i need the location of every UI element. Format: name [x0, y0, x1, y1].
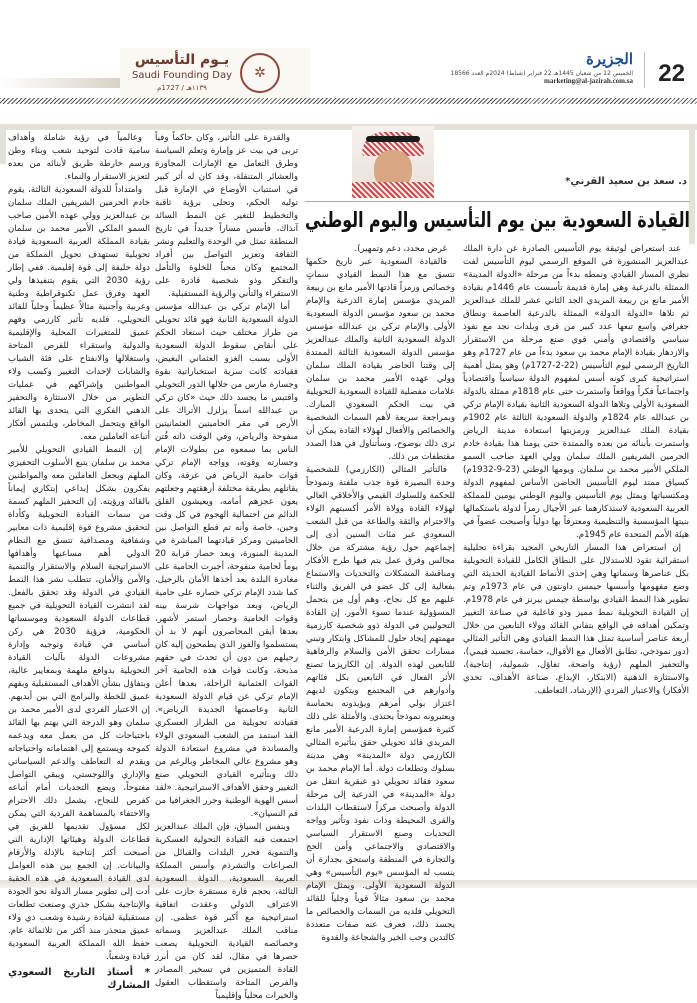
article-frame-left [0, 124, 6, 164]
paragraph: غرض محدد، دعم وتمهير). [354, 244, 447, 254]
article-title-box [305, 206, 690, 236]
article-frame-top [0, 124, 697, 130]
article-column-3 [155, 132, 298, 1003]
founding-day-arabic: يـوم التأسيس [134, 52, 230, 68]
paragraph: عند استعراض لوثيقة يوم التأسيس الصادرة عن دارة الملك عبدالعزيز المنشورة في الموقع الرسمي ليوم التأسيس لفت نظري المسار القيادي ونمطه بدءاً من مرحلة «الدولة المدينة» الممثلة بالدرعية وهي إمارة قديمة تأسست عام 1446م بقيادة الأمير مانع بن ربيعة المريدي الجد الثاني عشر للملك عبدالعزيز ثم تلاها «الدولة الدولة» الممثلة بالدرعية العاصمة ونطاق جغرافي واسع تبعها عدد كبير من قرى وبلدات نجد مع نفوذ سياسي واقتصادي وأمني قوي صنع مرحلة من الاستقرار والازدهار بقيادة الإمام محمد بن سعود بدءاً من عام 1727م وهو التاريخ الرسمي ليوم التأسيس (22-2-1727م) وهو يمثل أهمية استراتيجية كبرى كونه أسس لمفهوم الدولة سياسياً واقتصادياً واجتماعياً فكراً وواقعاً واستمرت حتى عام 1818م ممثلة بالدولة السعودية الأولى وتلاها الدولة السعودية الثانية بقيادة الإمام تركي بن عبدالله عام 1824م والدولة السعودية الثالثة عام 1902م بقيادة الملك عبدالعزيز ورمزيتها استعادة مدينة الرياض واستمرت بأبنائه من بعده والممتدة حتى يومنا هذا بقيادة خادم الحرمين الشريفين الملك سلمان وولي العهد صاحب السمو الملكي الأمير محمد بن سلمان. ويومها الوطني (23-9-1932م) كسياق ممتد ليوم التأسيس الحاضن الأساس لمفهوم الدولة ومكتسباتها ويمثل يوم التأسيس واليوم الوطني يومين للمملكة العربية السعودية لاستذكارهما عبر الأجيال رمزاً لدولة باستكمالها بنيتها المؤسسية والتنظيمية ومعترفاً بها دولياً وأصبحت عضواً في هيئة الأمم المتحدة عام 1945م. [463, 244, 689, 540]
founding-day-years: ١١٣٩هـ / 1727م [157, 84, 207, 92]
title-divider [305, 201, 690, 202]
paragraph: إن النمط القيادي التحويلي للأمير محمد بن سلمان يتبع الأسلوب التحفيزي الملهم ويجعل العاملين معه والمواطنين يفكرون بشكل إبداعي إبتكاري إيماناً بالقائد ورؤيته. إن التحفيز الملهم كسمة من سمات القيادة التحويلية وكأداة لتحقيق مشروع قوة إقليمية ذات معايير وشفافية ومصداقية تتسق مع النظام الدولي أهم مساعيها وأهدافها الاستراتيجية السلام والاستقرار والتنمية والأمن والأمان، تتطلب نشر هذا النمط القيادي في الدولة وقد تحقق بالفعل. لقد انتشرت القيادة التحويلية في جميع قطاعات الدولة السعودية وموسساتها الحكومية، فرؤية 2030 هي ركن أساسي في قيادة وتوجيه وإدارة مشروعات الدولة بآليات القيادة التحويلية بدوافع ملهمة وبمعايير عالية، وبتفاؤل بشأن الأهداف المستقبلية وبفهم عميق للخطة والبرامج التي بين أيديهم. إن الاعتبار الفردي لدى الأمير محمد بن سلمان وهو الدرجة التي يهتم بها القائد باحتياجات كل من يعمل معه ويدعمه كموجه ويستمع إلى اهتماماته واحتياجاته ويقدم له التعاطف والدعم السياساتي والإداري واللوجستي، ويبقي التواصل مفتوحاً، ويضع التحديات أمام أتباعه كفرص للنجاح، يشمل ذلك الاحترام والاحتفاء بالمساهمة الفردية التي يمكن لكل مسؤول تقديمها للفريق في قطاعات الدولة وهيئاتها الإدارية التي أصبحت أكثر إنتاجية بالإدلة والأرقام والبيانات. إن الجمع بين هذه العوامل لدى القيادة السعودية في هذه الحقبة أدت إلى تطوير مسار الدولة نحو الجودة والإنتاجية بشكل جذري وصنعت تطلعات مستقبلية لقيادة رشيدة وشعب ذي ولاء عميق متجذر منذ أكثر من ثلاثمائة عام. حفظ الله المملكة العربية السعودية قيادة وشعباً. [8, 445, 150, 962]
paragraph: أما الإمام تركي بن عبدالله مؤسس الدولة السعودية الثانية فهو قائد تحويلي من طراز مختلف حيث استعاد الحكم على أنقاض سقوط الدولة السعودية الأولى بسبب الغزو العثماني البغيض، فقيادته كانت سرية استخباراتية بقوة وجسارة مارس من خلالها الدور التحويلي واقتبس ما يجسد ذلك حيث «كان تركي بن عبدالله اسماً يزلزل الأتراك على الأرض في مقر الحاميتين العثمانيتين منفوحة والرياض، وفي الوقت ذاته فُتن الناس بما سمعوه من بطولات الإمام وجسارته وقوته، وواجه الإمام تركي قوات حامية الرياض في عرقة، وكان يقاتلهم بطريقة مختلفة أرهقتهم وجعلتهم يعون عجزهم أمامه، ويعيشون القلق الدائم من احتمالية الهجوم في كل وقت وحين، خاصة وأنه تم قطع التواصل بين الحاميتين ومركز قيادتهما المباشرة في المدينة المنورة، وبعد حصار قرابة 20 يوماً لحامية منفوحة، أجبرت الحامية على مغادرة البلدة بعد أخذها الأمان بالرحيل، كما شدد الإمام تركي حصاره على حامية الرياض، وبعد مواجهات شرسة بينه وقوات الحامية وحصار استمر لأشهر، بعدها أيقن المحاصرون أنهم لا بد أن يستسلموا والفوز الذي يطمحون إليه كان رحيلهم من دون أن تحدث في حقهم مذبحة، وكانت قوات هذه الحامية آخر القوات العثمانية الراحلة، بعدها أعلن الإمام تركي عن قيام الدولة السعودية الثانية وعاصمتها الجديدة الرياض». فقيادته تحويلية من الطراز العسكري الفذ استمد من الشعب السعودي الولاء والمساندة في مشروع استعادة الدولة وهو مشروع عالي المخاطر وبالرغم من ذلك وبتأثيره القيادي التحويلي صنع التغيير وحقق الأهداف الاستراتيجية. «لقد أسس الهوية الوطنية وحرر الجغرافيا من فم النسيان». [155, 302, 298, 819]
paragraph: والقدرة على التأثير، وكان حاكماً وفياً تربى في بيت عز وإمارة وتعلم السياسة وطرق التعامل مع الإمارات المجاورة والعشائر المتنقلة، وقد كان له أثر كبير في استتباب الأوضاع في الإمارة قبل توليه الحكم، وتحلى برؤية ثاقبة والتخطيط للتغير عن النمط السائد آنذاك، فأسس مساراً جديداً في تاريخ المنطقة تمثل في الوحدة والتعليم ونشر الثقافة وتعزيز التواصل بين أفراد المجتمع وكان محباً للخلوة والتأمل والتفكر وذو شخصية قادرة على الاستقراء والتأني والرؤية المستقبلية. [155, 133, 298, 299]
paragraph: فالقيادة السعودية عبر تاريخ حكمها تتسق مع هذا النمط القيادي سماتٍ وخصائص ورمزاً قادتها الأمير مانع بن ربيعة المريدي مؤسس إمارة الدرعية والإمام محمد بن سعود مؤسس الدولة السعودية الأولى والإمام تركي بن عبدالله مؤسس الدولة السعودية الثانية والملك عبدالعزيز مؤسس الدولة السعودية الثالثة الممتدة إلى وقتنا الحاضر بقيادة الملك سلمان وولي عهده الأمير محمد بن سلمان علامات مفصلية للقيادة السعودية التحويلية في بيت الحكم السعودي المبارك. وبمراجعة سريعة لأهم السمات الشخصية والخصائص والأفعال لهؤلاء القادة يمكن أن ترى ذلك بوضوح، وسأتناول في هذا الصدد مقتطفات من ذلك. [306, 257, 455, 462]
article-column-4 [8, 132, 150, 992]
dateline: الخميس 12 من شعبان 1445هـ 22 فبراير (شباط) 2024م العدد 18566 [450, 70, 633, 77]
masthead [373, 50, 633, 85]
header-hatch-divider [0, 98, 697, 104]
article-title: القيادة السعودية بين يوم التأسيس واليوم الوطني [305, 208, 690, 232]
paragraph: وامتداداً للدولة السعودية الثالثة، يقوم خادم الحرمين الشريفين الملك سلمان بن عبدالعزيز وولي عهده الأمين صاحب السمو الملكي الأمير محمد بن سلمان بقيادة المملكة العربية السعودية قيادة تحويلية تستهدف تحويل المملكة من دولة حليفة إلى قوة إقليمية. ففي إطار رؤية 2030 التي يقوم بتنفيذها ولي العهد وفرق عمل تكنوقراطية وطنية وعربية وأجنبية مثالاً عظيماً وجلياً للقائد التحويلي، فلديه تأثير كارزمي وفهم عميق للمتغيرات المحلية والإقليمية والدولية واستقراء للفرص المتاحة واستغلالها والانفتاح على فئة الشباب والشابات لإحداث التغيير وكسب ولاء المواطنين وإشراكهم في عمليات التطوير من خلال الاستثارة والتحفيز الذهني الفكري التي يتحدى بها القائد الواقع ويتحمل المخاطر، ويلتمس أفكار أتباعه العاملين معه. [8, 185, 150, 442]
author-photo [352, 126, 434, 198]
page-number: 22 [658, 60, 685, 87]
paragraph: وبنفس السياق، فإن الملك عبدالعزيز اجتمعت فيه القيادة التحولية العسكرية والتنموية فحرر البلدات والقبائل من الصراعات والتشرذم وأسس المملكة العربية السعودية، الدولة السعودية الثالثة، بحجم قارة مستقرة حازت على الاعتراف الدولي وعقدت اتفاقية استراتيجية مع أكبر قوة عظمى. إن مناقب الملك عبدالعزيز وسماته وخصائصه القيادية التحويلية يصعب حصرها في مقال، لقد كان من أبرز القادة المتميزين في تسخير المصادر والفرص المتاحة واستقطاب العقول والخبرات محلياً وإقليمياً [155, 822, 298, 1001]
page-header [0, 40, 697, 100]
newspaper-logo: الجزيرة [585, 50, 633, 68]
header-divider [644, 52, 645, 88]
author-byline: د. سعد بن سعيد القرني* [565, 176, 687, 187]
founding-day-logo [120, 48, 310, 100]
article-column-1 [463, 243, 689, 698]
founding-day-english: Saudi Founding Day [131, 70, 233, 81]
author-footnote: * أستاذ التاريخ السعودي المشارك [8, 967, 150, 991]
paragraph: إن استعراض هذا المسار التاريخي المجيد بقراءة تحليلية استقرائية تقود للاستدلال على النطاق الكامل للقيادة التحويلية بكل عناصرها وسماتها وهي إحدى الأنماط القيادية الحديثة التي وضع مفهومها وأسسها جيمس داونتون في عام 1973م وتم تطوير هذا النمط القيادي بواسطة جيمس بيرنز في عام 1978م. إن القيادة التحويلية نمط مميز وذو فاعلية في صناعة التغيير وتمكين أهدافه في الواقع بتفاني القائد وولاء التابعين من خلال أربعة عناصر أساسية تمثل هذا النمط القيادي وهي التأثير المثالي (دور نموذجي، تطابق الأفعال مع الأقوال، حماسة، تجسيد قيمي)، والتحفيز الملهم (رؤية واضحة، تفاؤل، شمولية، إنتاجية)، والاستثارة الذهنية (الابتكار، الإبداع، صناعة الأهداف، تحدي الأفكار) والاعتبار الفردي (الإرشاد، التعاطف. [463, 543, 689, 696]
founding-seal-icon: ✲ [240, 53, 280, 93]
article-column-2 [306, 243, 455, 945]
paragraph: فالتأثير المثالي (الكارزمي) للشخصية وحدة البصيرة قوة جذب ملفتة ونموذجاً للحكمة وللسلوك القيمي والأخلاقي العالي لهؤلاء القادة وولاة الأمر أكسبتهم الولاء والاحترام والثقة والطاعة من قبل الشعب السعودي عبر مئات السنين أدى إلى إجماعهم حول رؤية مشتركة من خلال مجالس وفرق عمل يتم فيها طرح الأفكار ومناقشة المشكلات والتحديات والاستماع بفعالية إلى كل عضو في الفريق والثناء عليهم مع كل نجاح، وهم أول من يتحمل المسؤولية عندما تسوء الأمور. إن القادة التحوليين في الدولة ذوو شخصية كارزمية مهمتهم إيجاد حلول للمشاكل وابتكار وتبني مسارات تحقق الأمن والسلام والرفاهية للتابعين لهذه الدولة. إن الكاريزما تصنع الأثر الفعال في التابعين بكل فئاتهم وأدوارهم في المجتمع ويتكون لديهم اعتزاز بولي أمرهم ويؤيدونه بحماسة ويعتبرونه نموذجاً يحتذى. والأمثلة على ذلك كثيرة فمؤسس إمارة الدرعية الأمير مانع المريدي قائد تحويلي حقق بتأثيره المثالي الكارزمي دولة «المدينة» وهي مدينة بسلوك وتطلعات دولة. أما الإمام محمد بن سعود فقائد تحويلي ذو عبقرية انتقل من دولة «المدينة» في الدرعية إلى مرحلة الدولة وأصبحت مركزاً لاستقطاب البلدات والقرى المحيطة وذات نفوذ وتأثير وواجه التحديات وصنع الاستقرار السياسي والاقتصادي والاجتماعي وأمن الحج والتجارة في المنطقة واستحق بجدارة أن ينسب له المؤسس «يوم التأسيس» وهي الدولة السعودية الأولى. ويمثل الإمام محمد بن سعود مثالاً قوياً وجلياً للقائد التحويلي فلديه من السمات والخصائص ما يجسد ذلك، فعرف عنه صفات متعددة كالتدين وحب الخير والشجاعة والقدوة [306, 465, 455, 943]
contact-email[interactable]: marketing@al-jazirah.com.sa [544, 77, 633, 85]
paragraph: وعالمياً في رؤية شاملة وأهداف سامية قادت لتوحيد شعب وبناء وطن ورسم خارطة طريق لأبنائه من بعده لتعزيز الاستقرار والنماء. [8, 133, 150, 182]
decorative-swoosh [0, 78, 120, 88]
